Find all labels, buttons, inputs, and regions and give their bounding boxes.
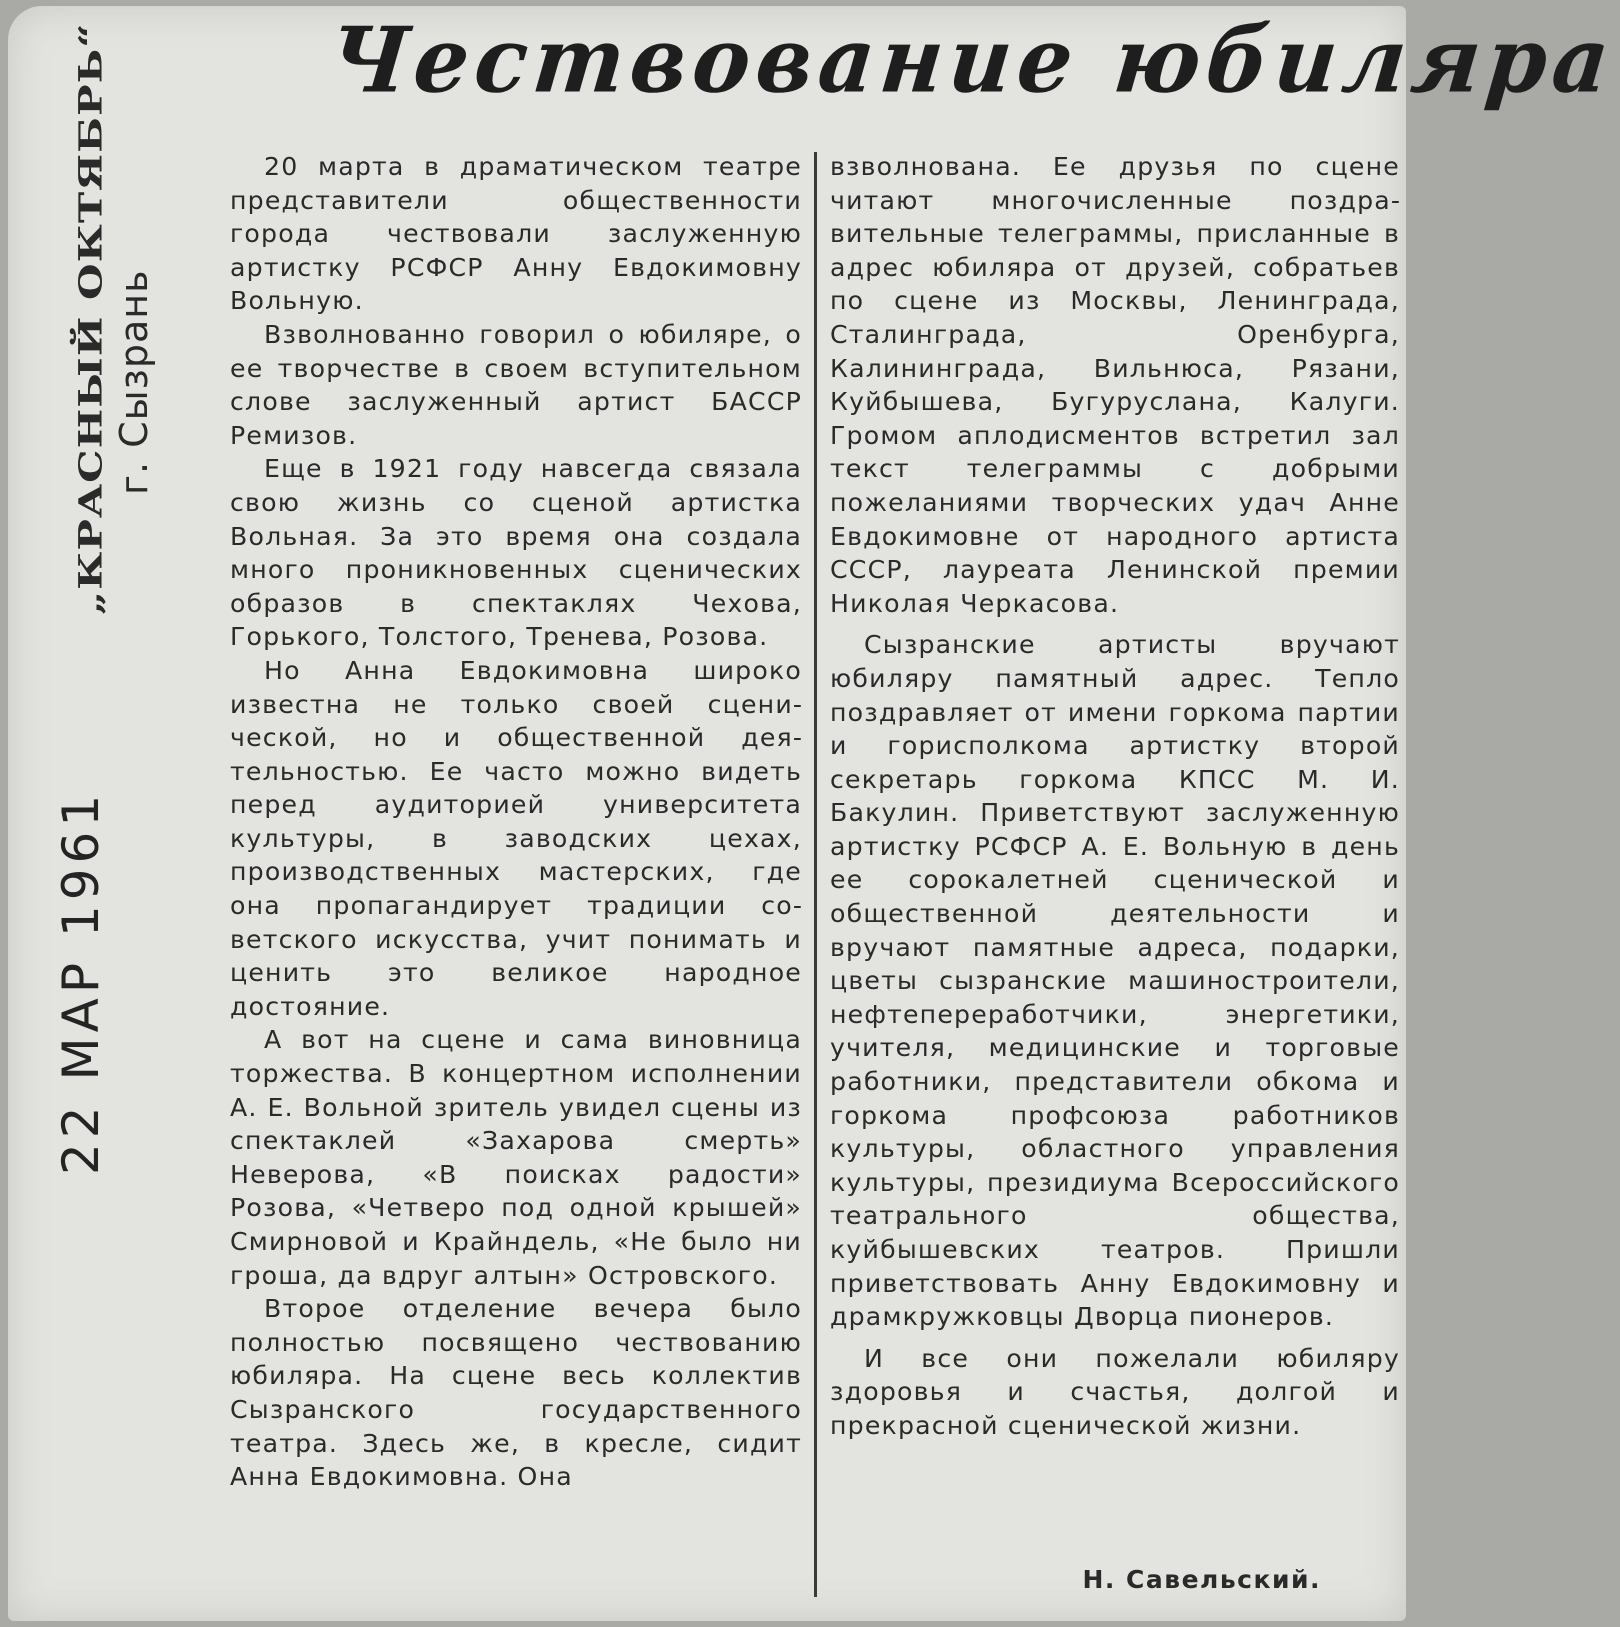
article-title: Чествование юбиляра: [324, 7, 1620, 114]
paragraph: Взволнованно говорил о юбиляре, о ее творчестве в своем вступительном слове заслуженный артист БАССР Ремизов.: [230, 319, 802, 450]
paragraph: Еще в 1921 году навсегда связала свою жизнь со сценой артистка Вольная. За это время она создала много проникновенных сценических образов в спектаклях Чехова, Горького, Толстого, Тренева, Розова.: [230, 454, 802, 652]
paragraph: А вот на сцене и сама виновница торжества. В концертном исполнении А. Е. Вольной зритель увидел сцены из спектаклей «Захарова смерть» Неверова, «В поисках радости» Розова, «Четверо под одной крышей» Смирновой и Крайндель, «Не было ни гроша, да вдруг алтын» Островского.: [230, 1025, 802, 1290]
column-divider: [814, 152, 817, 1597]
author-signature: Н. Савельский.: [1082, 1565, 1321, 1594]
article-column-right: [830, 150, 1400, 1443]
newspaper-name: „КРАСНЫЙ ОКТЯБРЬ“: [72, 22, 109, 615]
paragraph: Но Анна Евдокимовна широко известна не только своей сценической, но и общественной деятельностью. Ее часто можно видеть перед аудиторией университета культуры, в заводских цехах, производственных мастерских, где она пропагандирует традиции советского искусства, учит понимать и ценить это великое народное достояние.: [230, 655, 802, 1021]
date-stamp: 22 МАР 1961: [52, 789, 110, 1175]
paragraph: И все они пожелали юбиляру здоровья и счастья, долгой и прекрасной сценической жизни.: [830, 1343, 1400, 1440]
paragraph: 20 марта в драматическом театре представители общественности города чествовали заслуженную артистку РСФСР Анну Евдокимовну Вольную.: [230, 152, 802, 316]
article-column-left: [230, 150, 802, 1494]
paragraph: Сызранские артисты вручают юбиляру памятный адрес. Тепло поздравляет от имени горкома партии и горисполкома артистку второй секретарь горкома КПСС М. И. Бакулин. Приветствуют заслуженную артистку РСФСР А. Е. Вольную в день ее сорокалетней сценической и общественной деятельности и вручают памятные адреса, подарки, цветы сызранские машиностроители, нефтепереработчики, энергетики, учителя, медицинские и торговые работники, представители обкома и горкома профсоюза работников культуры, областного управления культуры, президиума Всероссийского театрального общества, куйбышевских театров. Пришли приветствовать Анну Евдокимовну и драмкружковцы Дворца пионеров.: [830, 630, 1400, 1332]
paragraph: взволнована. Ее друзья по сцене читают многочисленные поздравительные телеграммы, присланные в адрес юбиляра от друзей, собратьев по сцене из Москвы, Ленинграда, Сталинграда, Оренбурга, Калининграда, Вильнюса, Рязани, Куйбышева, Бугуруслана, Калуги. Громом аплодисментов встретил зал текст телеграммы с добрыми пожеланиями творческих удач Анне Евдокимовне от народного артиста СССР, лауреата Ленинской премии Николая Черкасова.: [830, 152, 1400, 618]
newspaper-city: г. Сызрань: [112, 269, 156, 495]
paragraph: Второе отделение вечера было полностью посвящено чествованию юбиляра. На сцене весь коллектив Сызранского государственного театра. Здесь же, в кресле, сидит Анна Евдокимовна. Она: [230, 1294, 802, 1492]
